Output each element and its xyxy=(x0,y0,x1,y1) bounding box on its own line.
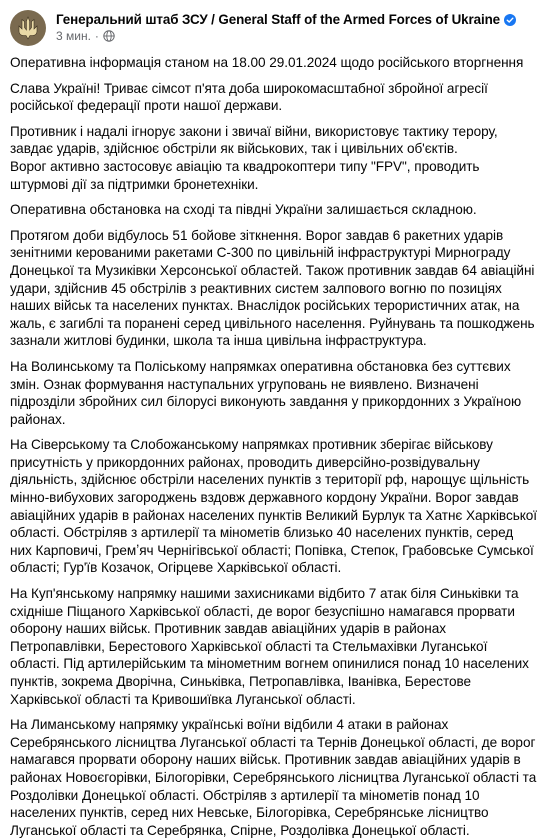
post-meta xyxy=(56,10,516,44)
post-paragraph: На Волинському та Поліському напрямках оперативна обстановка без суттєвих змін. Ознак формування наступальних угруповань не виявлено. Визначені підрозділи збройних сил білорусі виконують завдання у прикордонних з Україною районах. xyxy=(10,358,522,427)
verified-badge-icon xyxy=(504,13,516,25)
post-paragraph: Ворог активно застосовує авіацію та квадрокоптери типу "FPV", проводить штурмові дії за підтримки бронетехніки. xyxy=(10,158,480,192)
post-paragraph: На Куп'янському напрямку нашими захисниками відбито 7 атак біля Синьківки та східніше Піщаного Харківської області, де ворог безуспішно намагався прорвати оборону наших військ. Противник завдав авіаційних ударів в районах Петропавлівки, Берестового Харківської області та Стельмахівки Луганської області. Під артилерійським та мінометним вогнем опинилися понад 10 населених пунктів, зокрема Дворічна, Синьківка, Петропавлівка, Іванівка, Берестове Харківської області та Кривошиївка Луганської області. xyxy=(10,586,529,707)
trident-emblem-icon xyxy=(17,16,39,40)
post-paragraph: На Лиманському напрямку українські воїни відбили 4 атаки в районах Серебрянського лісництва Луганської області та Тернів Донецької області, де ворог намагався прорвати оборону наших військ. Противник завдав авіаційних ударів в районах Новоєгорівки, Білогорівки, Серебрянського лісництва Луганської області та Роздолівки Донецької області. Обстріляв з артилерії та мінометів понад 10 населених пунктів, серед них Невське, Білогорівка, Серебрянське лісництво Луганської області та Серебрянка, Спірне, Роздолівка Донецької області. xyxy=(10,717,537,838)
post-paragraph: Противник і надалі ігнорує закони і звичаї війни, використовує тактику терору, завдає ударів, здійснює обстріли як військових, так і цивільних об'єктів. xyxy=(10,123,498,157)
post-subline xyxy=(56,28,516,44)
name-row xyxy=(56,10,516,28)
page-avatar[interactable] xyxy=(10,10,46,46)
post-paragraph: Оперативна обстановка на сході та півдні України залишається складною. xyxy=(10,202,477,218)
globe-icon[interactable] xyxy=(103,30,115,42)
post-paragraph: Протягом доби відбулось 51 бойове зіткнення. Ворог завдав 6 ракетних ударів зенітними керованими ракетами С-300 по цивільній інфраструктурі Мирнограду Донецької та Музиківки Херсонської областей. Також противник завдав 64 авіаційні удари, здійснив 45 обстрілів з реактивних систем залпового вогню по позиціях наших військ та населених пунктах. Внаслідок російських терористичних атак, на жаль, є загиблі та поранені серед цивільного населення. Руйнувань та пошкоджень зазнали житлові будинки, школа та інша цивільна інфраструктура. xyxy=(10,227,535,349)
page-name-link[interactable]: Генеральний штаб ЗСУ / General Staff of the Armed Forces of Ukraine xyxy=(56,11,501,27)
post-paragraph: Слава Україні! Триває сімсот п'ята доба широкомасштабної збройної агресії російської федерації проти нашої держави. xyxy=(10,80,488,114)
post-body xyxy=(10,54,538,839)
post-timestamp-link[interactable]: 3 мин. xyxy=(56,29,91,43)
separator-dot: · xyxy=(94,29,99,43)
post-paragraph: Оперативна інформація станом на 18.00 29.01.2024 щодо російського вторгнення xyxy=(10,55,524,70)
post-header xyxy=(10,10,538,50)
post-paragraph: На Сіверському та Слобожанському напрямках противник зберігає військову присутність у прикордонних районах, проводить диверсійно-розвідувальну діяльність, здійснює обстріли населених пунктів з території рф, нарощує щільність мінно-вибухових загороджень вздовж державного кордону України. Ворог завдав авіаційних ударів в районах населених пунктів Великий Бурлук та Хатнє Харківської області. Обстріляв з артилерії та мінометів близько 40 населених пунктів, серед них Карповичі, Гремʼяч Чернігівської області; Попівка, Степок, Грабовське Сумської області; Гур'їв Козачок, Огірцеве Харківської області. xyxy=(10,437,538,576)
